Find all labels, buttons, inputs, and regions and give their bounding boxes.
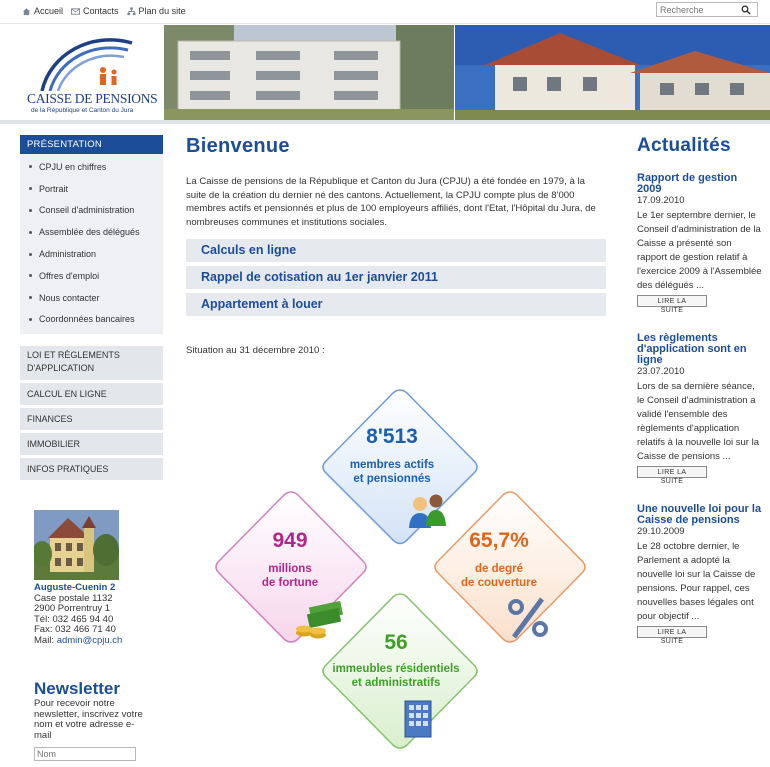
stat-coverage-value: 65,7% <box>469 529 529 552</box>
stat-coverage-line2: de couverture <box>460 577 538 589</box>
logo-subtitle: de la République et Canton du Jura <box>31 107 134 114</box>
subnav-item-administration[interactable]: Administration <box>20 243 163 265</box>
page-title: Bienvenue <box>186 135 290 157</box>
sitemap-link[interactable] <box>127 6 186 16</box>
banner-photo-building <box>164 25 454 120</box>
link-rappel-cotisation[interactable]: Rappel de cotisation au 1er janvier 2011 <box>186 266 606 289</box>
subnav-list <box>20 154 163 334</box>
stat-fortune-line2: de fortune <box>261 577 319 589</box>
news-item-date: 29.10.2009 <box>637 526 685 537</box>
subnav-item-assemblee[interactable]: Assemblée des délégués <box>20 221 163 243</box>
logo-arcs-icon <box>20 25 164 91</box>
subnav-item-portrait[interactable]: Portrait <box>20 178 163 200</box>
news-title: Actualités <box>637 135 731 156</box>
nav-item-calcul[interactable]: CALCUL EN LIGNE <box>20 383 163 405</box>
news-item-date: 23.07.2010 <box>637 366 685 377</box>
subnav-item-offres[interactable]: Offres d'emploi <box>20 265 163 287</box>
news-item <box>637 504 762 646</box>
home-link[interactable] <box>22 6 63 16</box>
read-more-button[interactable]: LIRE LA SUITE <box>637 295 707 307</box>
newsletter-title: Newsletter <box>34 679 120 698</box>
read-more-button[interactable]: LIRE LA SUITE <box>637 626 707 638</box>
home-link-label: Accueil <box>34 6 64 16</box>
subnav-item-bancaires[interactable]: Coordonnées bancaires <box>20 309 163 331</box>
news-item-title[interactable]: Rapport de gestion 2009 <box>637 172 738 195</box>
top-bar <box>0 0 770 24</box>
news-item-title[interactable]: Une nouvelle loi pour la Caisse de pensions <box>637 503 762 526</box>
envelope-icon <box>71 7 80 16</box>
address-box: Case postale 1132 <box>34 592 113 604</box>
main-content <box>186 135 606 356</box>
read-more-button[interactable]: LIRE LA SUITE <box>637 466 707 478</box>
banner-photo-house <box>455 25 770 120</box>
address-street: Auguste-Cuenin 2 <box>34 582 116 593</box>
stats-diamonds <box>200 385 600 767</box>
sitemap-link-label: Plan du site <box>138 6 186 16</box>
link-appartement[interactable]: Appartement à louer <box>186 293 606 316</box>
stat-fortune <box>216 492 366 642</box>
home-icon <box>22 7 31 16</box>
stat-buildings <box>323 594 477 748</box>
address-tel: Tél: 032 465 94 40 <box>34 613 114 625</box>
nav-item-infos[interactable]: INFOS PRATIQUES <box>20 458 163 480</box>
stat-buildings-line1: immeubles résidentiels <box>332 663 460 675</box>
logo[interactable] <box>20 25 164 120</box>
search-box <box>656 2 758 17</box>
nav-section-presentation[interactable]: PRÉSENTATION <box>20 135 163 154</box>
link-calculs-en-ligne[interactable]: Calculs en ligne <box>186 239 606 262</box>
news-item-body: Le 28 octobre dernier, le Parlement a adopté la nouvelle loi sur la Caisse de pensions. Pour rappel, ces nouvelles bases légales ont pour objectif ... <box>637 541 756 622</box>
subnav-item-cpju-en-chiffres[interactable]: CPJU en chiffres <box>20 156 163 178</box>
newsletter-block <box>34 680 144 761</box>
news-column <box>637 135 762 646</box>
nav-item-immobilier[interactable]: IMMOBILIER <box>20 433 163 455</box>
stat-members <box>323 390 477 544</box>
subnav-item-contact[interactable]: Nous contacter <box>20 287 163 309</box>
search-input[interactable] <box>657 3 741 16</box>
stat-coverage-line1: de degré <box>475 563 523 575</box>
logo-title: CAISSE DE PENSIONS <box>27 91 158 106</box>
contacts-link-label: Contacts <box>83 6 119 16</box>
news-item-title[interactable]: Les règlements d'application sont en ligne <box>637 332 747 366</box>
news-item-body: Le 1er septembre dernier, le Conseil d'administration de la Caisse a présenté son rapport de gestion relatif à l'exercice 2009 à l'Assemblée des délégués ... <box>637 210 762 291</box>
news-item <box>637 333 762 486</box>
quick-links <box>186 239 606 316</box>
top-links <box>22 6 186 16</box>
mail-label: Mail: <box>34 634 55 646</box>
sitemap-icon <box>127 7 136 16</box>
contacts-link[interactable] <box>71 6 119 16</box>
stat-members-line1: membres actifs <box>349 459 435 471</box>
newsletter-text: Pour recevoir notre newsletter, inscrivez votre nom et votre adresse e-mail <box>34 698 143 741</box>
address-mail <box>34 636 144 647</box>
stat-coverage <box>435 492 585 642</box>
newsletter-name-input[interactable] <box>34 747 136 761</box>
stat-buildings-line2: et administratifs <box>351 677 441 689</box>
stat-fortune-line1: millions <box>268 563 312 575</box>
nav-item-finances[interactable]: FINANCES <box>20 408 163 430</box>
subnav-item-conseil[interactable]: Conseil d'administration <box>20 200 163 222</box>
office-photo <box>34 510 119 580</box>
nav-item-loi[interactable]: LOI ET RÈGLEMENTS D'APPLICATION <box>20 346 163 380</box>
news-item-date: 17.09.2010 <box>637 195 685 206</box>
stat-buildings-value: 56 <box>384 631 408 654</box>
intro-text: La Caisse de pensions de la République et Canton du Jura (CPJU) a été fondée en 1979, à la suite de la création du dernier né des cantons. Actuellement, la CPJU compte plus de 8'000 membres actifs et pensionnés et plus de 100 employeurs affiliés, dont l'Etat, l'Hôpital du Jura, de nombreuses communes et institutions sociales. <box>186 176 596 228</box>
main-nav-list <box>20 346 163 480</box>
building-icon <box>405 701 431 737</box>
address-block <box>34 510 144 646</box>
stat-members-value: 8'513 <box>366 425 418 448</box>
stat-fortune-value: 949 <box>272 529 308 552</box>
situation-label: Situation au 31 décembre 2010 : <box>186 345 325 356</box>
left-navigation <box>20 135 163 483</box>
mail-link[interactable]: admin@cpju.ch <box>56 634 123 646</box>
news-item <box>637 173 762 315</box>
banner <box>0 25 770 120</box>
address-city: 2900 Porrentruy 1 <box>34 603 111 614</box>
address-fax: Fax: 032 466 71 40 <box>34 624 116 635</box>
stat-members-line2: et pensionnés <box>353 473 431 485</box>
banner-divider <box>0 120 770 124</box>
news-item-body: Lors de sa dernière séance, le Conseil d'administration a validé l'ensemble des règlements d'application relatifs à la nouvelle loi sur la Caisse de pensions ... <box>637 381 759 462</box>
search-icon[interactable] <box>741 5 751 15</box>
